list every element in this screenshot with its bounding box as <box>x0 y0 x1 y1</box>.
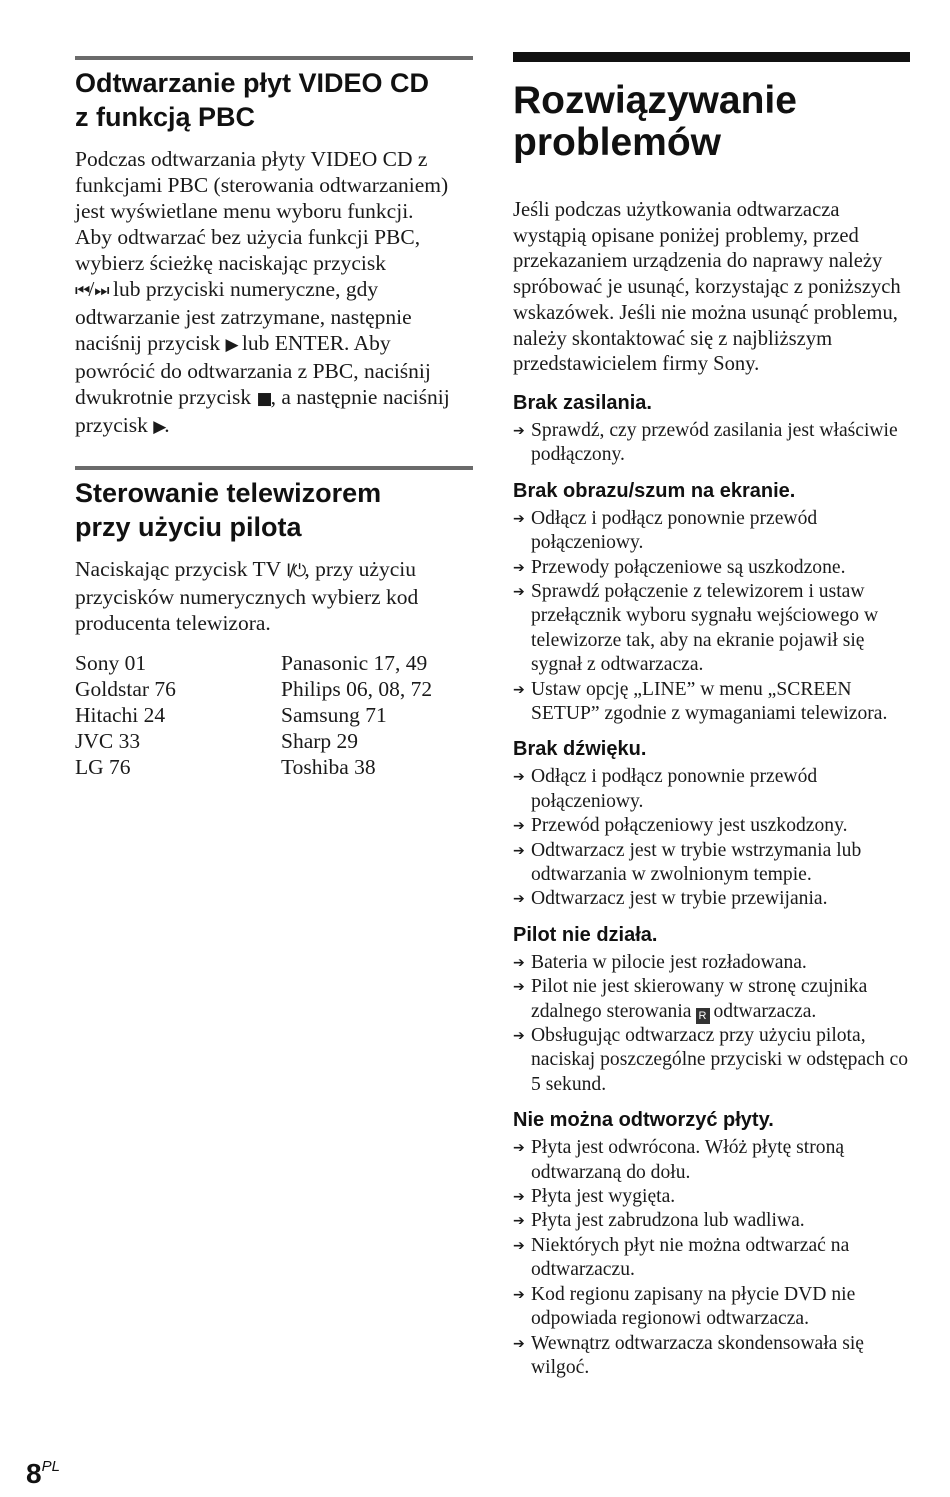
solution-list <box>513 951 910 1097</box>
arrow-icon: ➔ <box>513 769 525 786</box>
arrow-icon: ➔ <box>513 559 525 576</box>
solution-item: ➔ Obsługując odtwarzacz przy użyciu pilota, naciskaj poszczególne przyciski w odstępach co 5 sekund. <box>513 1025 909 1095</box>
arrow-icon: ➔ <box>513 422 525 439</box>
tv-code: JVC 33 <box>75 729 141 753</box>
problem-heading: Brak obrazu/szum na ekranie. <box>513 479 796 502</box>
solution-item: ➔ Ustaw opcję „LINE” w menu „SCREEN SETUP” zgodnie z wymaganiami telewizora. <box>513 678 888 724</box>
pbc-paragraph-1: Podczas odtwarzania płyty VIDEO CD z funkcjami PBC (sterowania odtwarzaniem) jest wyświetlane menu wyboru funkcji. <box>75 147 449 223</box>
arrow-icon: ➔ <box>513 1189 525 1206</box>
tv-code: Panasonic 17, 49 <box>281 651 428 675</box>
solution-list <box>513 765 910 911</box>
section-rule <box>75 56 473 60</box>
problem-block <box>513 736 910 911</box>
problem-block <box>513 478 910 727</box>
solution-item: ➔ Odtwarzacz jest w trybie wstrzymania lub odtwarzania w zwolnionym tempie. <box>513 839 862 886</box>
chapter-title: Rozwiązywanie problemów <box>513 79 797 164</box>
solution-item: ➔ Przewody połączeniowe są uszkodzone. <box>513 556 910 580</box>
tv-code: Sharp 29 <box>281 729 359 753</box>
solution-item: ➔ Pilot nie jest skierowany w stronę czujnika zdalnego sterowania R odtwarzacza. <box>513 976 868 1022</box>
tv-code: Samsung 71 <box>281 703 387 727</box>
arrow-icon: ➔ <box>513 1213 525 1230</box>
pbc-section <box>75 56 473 440</box>
arrow-icon: ➔ <box>513 510 525 527</box>
solution-item: ➔ Sprawdź, czy przewód zasilania jest właściwie podłączony. <box>513 419 898 466</box>
solution-item: ➔ Przewód połączeniowy jest uszkodzony. <box>513 814 910 838</box>
solution-item: ➔ Płyta jest odwrócona. Włóż płytę stroną odtwarzaną do dołu. <box>513 1137 845 1183</box>
arrow-icon: ➔ <box>513 1335 525 1352</box>
solution-item: ➔ Sprawdź połączenie z telewizorem i ustaw przełącznik wyboru sygnału wejściowego w telewizorze tak, aby na ekranie pojawił się sygnał z odtwarzacza. <box>513 580 879 676</box>
tv-code: Sony 01 <box>75 651 147 675</box>
pbc-heading: Odtwarzanie płyt VIDEO CD z funkcją PBC <box>75 68 430 132</box>
solution-item: ➔ Płyta jest wygięta. <box>513 1185 910 1209</box>
tv-code-table <box>75 650 473 780</box>
solution-item: ➔ Odłącz i podłącz ponownie przewód połączeniowy. <box>513 507 818 554</box>
arrow-icon: ➔ <box>513 681 525 698</box>
problem-heading: Nie można odtworzyć płyty. <box>513 1109 774 1132</box>
tv-code: Goldstar 76 <box>75 677 176 701</box>
tv-code: Toshiba 38 <box>281 755 376 779</box>
troubleshooting-intro: Jeśli podczas użytkowania odtwarzacza wystąpią opisane poniżej problemy, przed przekazaniem urządzenia do naprawy należy spróbować je usunąć, korzystając z poniższych wskazówek. Jeśli nie można usunąć problemu, należy skontaktować się z najbliższym przedstawicielem firmy Sony. <box>513 199 901 376</box>
problem-heading: Brak zasilania. <box>513 391 652 414</box>
stop-icon: ■ <box>256 389 271 409</box>
solution-item: ➔ Niektórych płyt nie można odtwarzać na odtwarzaczu. <box>513 1234 850 1281</box>
problem-block <box>513 1107 910 1380</box>
solution-list <box>513 1136 910 1380</box>
solution-item: ➔ Odłącz i podłącz ponownie przewód połączeniowy. <box>513 766 818 812</box>
tv-code: LG 76 <box>75 755 131 779</box>
power-icon: I/⏻ <box>286 561 305 581</box>
arrow-icon: ➔ <box>513 1028 525 1045</box>
page-number: $8^{PL}$ <box>26 1458 60 1489</box>
tv-code: Hitachi 24 <box>75 703 166 727</box>
solution-item: ➔ Wewnątrz odtwarzacza skondensowała się wilgoć. <box>513 1332 864 1378</box>
tv-paragraph: Naciskając przycisk TV I/⏻, przy użyciu przycisków numerycznych wybierz kod producenta telewizora. <box>75 557 419 635</box>
play-icon: ▶ <box>153 417 165 437</box>
arrow-icon: ➔ <box>513 842 525 859</box>
solution-item: ➔ Odtwarzacz jest w trybie przewijania. <box>513 887 910 911</box>
section-rule <box>75 466 473 470</box>
solution-list <box>513 507 910 727</box>
problem-heading: Brak dźwięku. <box>513 738 647 761</box>
problem-heading: Pilot nie działa. <box>513 923 658 946</box>
arrow-icon: ➔ <box>513 1286 525 1303</box>
solution-item: ➔ Płyta jest zabrudzona lub wadliwa. <box>513 1209 910 1233</box>
next-track-icon: ⏭ <box>94 281 108 301</box>
remote-sensor-icon: R <box>696 1008 710 1024</box>
arrow-icon: ➔ <box>513 891 525 908</box>
arrow-icon: ➔ <box>513 979 525 996</box>
tv-heading: Sterowanie telewizorem przy użyciu pilota <box>75 478 382 542</box>
page-language: PL <box>41 1458 60 1475</box>
solution-item: ➔ Bateria w pilocie jest rozładowana. <box>513 951 910 975</box>
arrow-icon: ➔ <box>513 818 525 835</box>
tv-code: Philips 06, 08, 72 <box>281 677 433 701</box>
arrow-icon: ➔ <box>513 1237 525 1254</box>
chapter-rule <box>513 52 910 62</box>
tv-section <box>75 466 473 780</box>
play-icon: ▶ <box>225 335 237 355</box>
arrow-icon: ➔ <box>513 583 525 600</box>
arrow-icon: ➔ <box>513 1140 525 1157</box>
solution-list <box>513 419 910 468</box>
problem-block <box>513 922 910 1097</box>
right-column <box>513 52 910 1380</box>
pbc-paragraph-2: Aby odtwarzać bez użycia funkcji PBC, wybierz ścieżkę naciskając przycisk ⏮/⏭ lub przyciski numeryczne, gdy odtwarzanie jest zatrzymane, następnie naciśnij przycisk ▶ lub ENTER. Aby powrócić do odtwarzania z PBC, naciśnij dwukrotnie przycisk ■, a następnie naciśnij przycisk ▶. <box>75 225 450 437</box>
left-column <box>75 56 473 802</box>
problem-block <box>513 390 910 468</box>
previous-track-icon: ⏮ <box>75 281 89 301</box>
arrow-icon: ➔ <box>513 954 525 971</box>
solution-item: ➔ Kod regionu zapisany na płycie DVD nie odpowiada regionowi odtwarzacza. <box>513 1283 856 1330</box>
